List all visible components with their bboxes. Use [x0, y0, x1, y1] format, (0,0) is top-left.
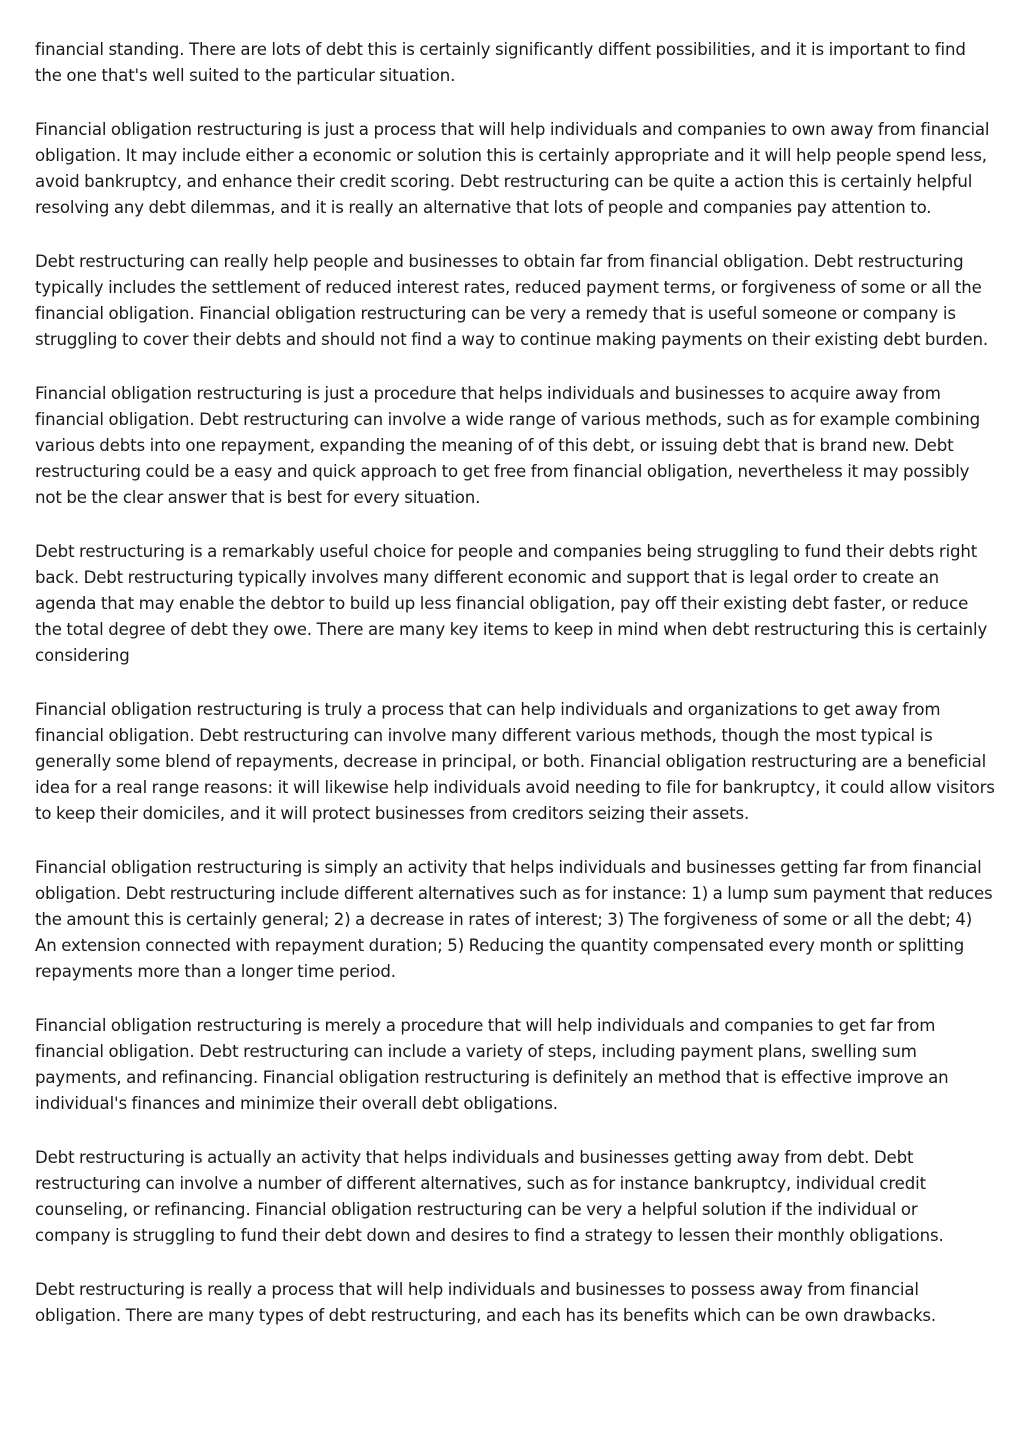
- paragraph: Financial obligation restructuring is just a procedure that helps individuals and businesses to acquire away from financial obligation. Debt restructuring can involve a wide range of various methods, such as for example combining various debts into one repayment, expanding the meaning of of this debt, or issuing debt that is brand new. Debt restructuring could be a easy and quick approach to get free from financial obligation, nevertheless it may possibly not be the clear answer that is best for every situation.: [35, 384, 981, 507]
- paragraph: Financial obligation restructuring is merely a procedure that will help individuals and companies to get far from financial obligation. Debt restructuring can include a variety of steps, including payment plans, swelling sum payments, and refinancing. Financial obligation restructuring is definitely an method that is effective improve an individual's finances and minimize their overall debt obligations.: [35, 1016, 949, 1113]
- paragraph: Debt restructuring is a remarkably useful choice for people and companies being struggling to fund their debts right back. Debt restructuring typically involves many different economic and support that is legal order to create an agenda that may enable the debtor to build up less financial obligation, pay off their existing debt faster, or reduce the total degree of debt they owe. There are many key items to keep in mind when debt restructuring this is certainly considering: [35, 542, 988, 665]
- paragraph: Debt restructuring can really help people and businesses to obtain far from financial obligation. Debt restructuring typically includes the settlement of reduced interest rates, reduced payment terms, or forgiveness of some or all the financial obligation. Financial obligation restructuring can be very a remedy that is useful someone or company is struggling to cover their debts and should not find a way to continue making payments on their existing debt burden.: [35, 252, 988, 349]
- paragraph: Debt restructuring is actually an activity that helps individuals and businesses getting away from debt. Debt restructuring can involve a number of different alternatives, such as for instance bankruptcy, individual credit counseling, or refinancing. Financial obligation restructuring can be very a helpful solution if the individual or company is struggling to fund their debt down and desires to find a strategy to lessen their monthly obligations.: [35, 1148, 944, 1245]
- paragraph: Debt restructuring is really a process that will help individuals and businesses to possess away from financial obligation. There are many types of debt restructuring, and each has its benefits which can be own drawbacks.: [35, 1280, 937, 1325]
- paragraph: Financial obligation restructuring is just a process that will help individuals and companies to own away from financial obligation. It may include either a economic or solution this is certainly appropriate and it will help people spend less, avoid bankruptcy, and enhance their credit scoring. Debt restructuring can be quite a action this is certainly helpful resolving any debt dilemmas, and it is really an alternative that lots of people and companies pay attention to.: [35, 120, 990, 217]
- paragraph: Financial obligation restructuring is simply an activity that helps individuals and businesses getting far from financial obligation. Debt restructuring include different alternatives such as for instance: 1) a lump sum payment that reduces the amount this is certainly general; 2) a decrease in rates of interest; 3) The forgiveness of some or all the debt; 4) An extension connected with repayment duration; 5) Reducing the quantity compensated every month or splitting repayments more than a longer time period.: [35, 858, 993, 981]
- paragraph: financial standing. There are lots of debt this is certainly significantly diffent possibilities, and it is important to find the one that's well suited to the particular situation.: [35, 40, 966, 85]
- document-body: [35, 37, 995, 1357]
- paragraph: Financial obligation restructuring is truly a process that can help individuals and organizations to get away from financial obligation. Debt restructuring can involve many different various methods, though the most typical is generally some blend of repayments, decrease in principal, or both. Financial obligation restructuring are a beneficial idea for a real range reasons: it will likewise help individuals avoid needing to file for bankruptcy, it could allow visitors to keep their domiciles, and it will protect businesses from creditors seizing their assets.: [35, 700, 995, 823]
